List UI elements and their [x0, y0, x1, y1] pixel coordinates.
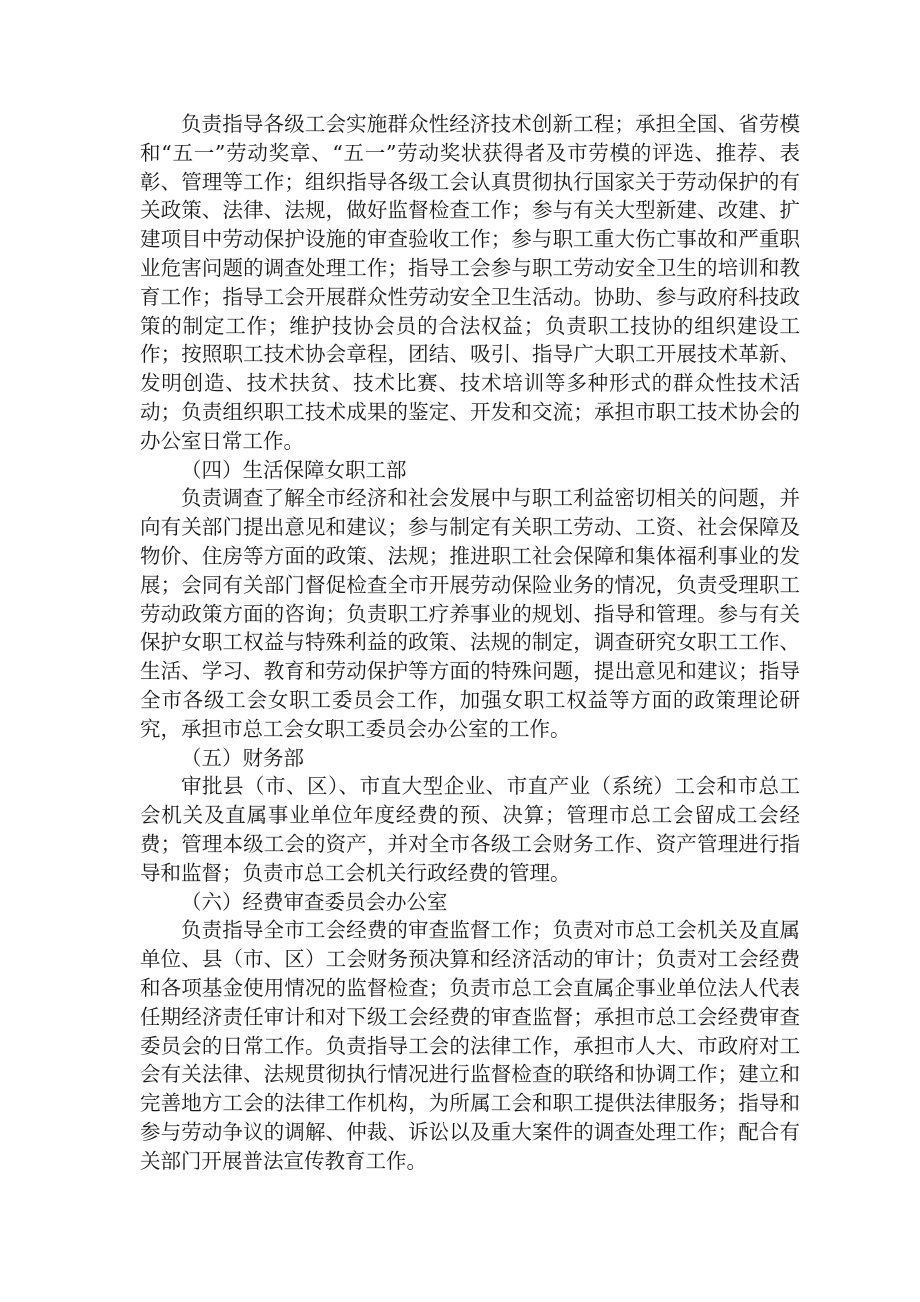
paragraph-audit: 负责指导全市工会经费的审查监督工作；负责对市总工会机关及直属单位、县（市、区）工会财务预决算和经济活动的审计；负责对工会经费和各项基金使用情况的监督检查；负责市总工会直属企事业单位法人代表任期经济责任审计和对下级工会经费的审查监督；承担市总工会经费审查委员会的日常工作。负责指导工会的法律工作，承担市人大、市政府对工会有关法律、法规贯彻执行情况进行监督检查的联络和协调工作；建立和完善地方工会的法律工作机构，为所属工会和职工提供法律服务；指导和参与劳动争议的调解、仲裁、诉讼以及重大案件的调查处理工作；配合有关部门开展普法宣传教育工作。 — [140, 918, 800, 1173]
paragraph-finance: 审批县（市、区）、市直大型企业、市直产业（系统）工会和市总工会机关及直属事业单位年度经费的预、决算；管理市总工会留成工会经费；管理本级工会的资产，并对全市各级工会财务工作、资产管理进行指导和监督；负责市总工会机关行政经费的管理。 — [140, 774, 800, 885]
document-body — [140, 110, 800, 1175]
paragraph-livelihood-women: 负责调查了解全市经济和社会发展中与职工利益密切相关的问题，并向有关部门提出意见和建议；参与制定有关职工劳动、工资、社会保障及物价、住房等方面的政策、法规；推进职工社会保障和集体福利事业的发展；会同有关部门督促检查全市开展劳动保险业务的情况，负责受理职工劳动政策方面的咨询；负责职工疗养事业的规划、指导和管理。参与有关保护女职工权益与特殊利益的政策、法规的制定，调查研究女职工工作、生活、学习、教育和劳动保护等方面的特殊问题，提出意见和建议；指导全市各级工会女职工委员会工作，加强女职工权益等方面的政策理论研究，承担市总工会女职工委员会办公室的工作。 — [140, 486, 800, 741]
paragraph-labor-protection: 负责指导各级工会实施群众性经济技术创新工程；承担全国、省劳模和“五一”劳动奖章、“五一”劳动奖状获得者及市劳模的评选、推荐、表彰、管理等工作；组织指导各级工会认真贯彻执行国家关于劳动保护的有关政策、法律、法规，做好监督检查工作；参与有关大型新建、改建、扩建项目中劳动保护设施的审查验收工作；参与职工重大伤亡事故和严重职业危害问题的调查处理工作；指导工会参与职工劳动安全卫生的培训和教育工作；指导工会开展群众性劳动安全卫生活动。协助、参与政府科技政策的制定工作；维护技协会员的合法权益；负责职工技协的组织建设工作；按照职工技术协会章程，团结、吸引、指导广大职工开展技术革新、发明创造、技术扶贫、技术比赛、技术培训等多种形式的群众性技术活动；负责组织职工技术成果的鉴定、开发和交流；承担市职工技术协会的办公室日常工作。 — [140, 112, 800, 453]
section-heading-4: （四）生活保障女职工部 — [181, 457, 407, 482]
section-heading-5: （五）财务部 — [181, 745, 304, 770]
section-heading-6: （六）经费审查委员会办公室 — [181, 889, 448, 914]
